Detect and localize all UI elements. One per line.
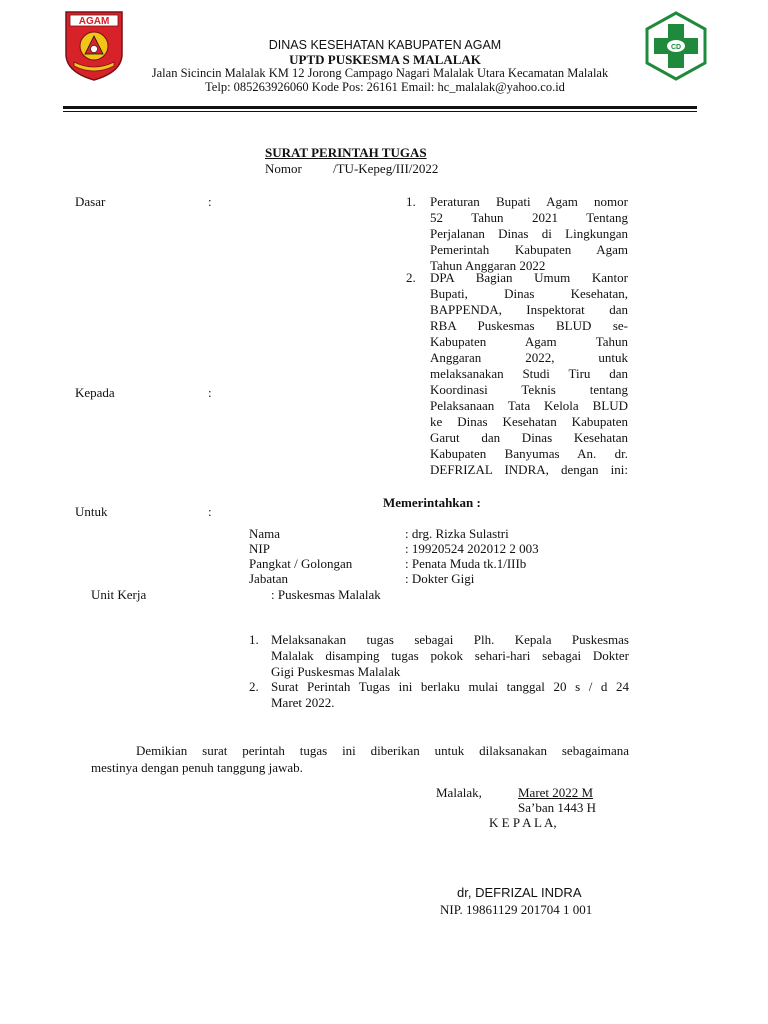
dasar-item-2-line: melaksanakan Studi Tiru dan: [430, 366, 628, 381]
kepada-label: Kepada: [75, 385, 115, 400]
dasar-item-2-line: Koordinasi Teknis tentang: [430, 382, 628, 397]
dasar-item-2-line: Kabupaten Agam Tahun: [430, 334, 628, 349]
dasar-item-2-line: Anggaran 2022, untuk: [430, 350, 628, 365]
dasar-item-1: [430, 194, 628, 274]
task-2-number: 2.: [249, 679, 259, 694]
task-1-number: 1.: [249, 632, 259, 647]
closing-line-2: mestinya dengan penuh tanggung jawab.: [91, 760, 303, 775]
signatory-name: dr, DEFRIZAL INDRA: [457, 885, 582, 900]
contact-info: Telp: 085263926060 Kode Pos: 26161 Email: hc_malalak@yahoo.co.id: [205, 80, 565, 94]
closing-line-1: Demikian surat perintah tugas ini diberikan untuk dilaksanakan sebagaimana: [136, 743, 629, 758]
dasar-item-2-line: Garut dan Dinas Kesehatan: [430, 430, 628, 445]
dasar-item-2-line: ke Dinas Kesehatan Kabupaten: [430, 414, 628, 429]
agency-name: DINAS KESEHATAN KABUPATEN AGAM: [268, 38, 502, 52]
logo-right-text: CD: [670, 44, 682, 51]
task-1-line: Malalak disamping tugas pokok sehari-hari sebagai Dokter: [271, 648, 629, 663]
signature-date-hijri: Sa’ban 1443 H: [518, 800, 596, 815]
header-rule-thin: [63, 111, 697, 112]
dasar-label: Dasar: [75, 194, 106, 209]
dasar-item-2-line: BAPPENDA, Inspektorat dan: [430, 302, 628, 317]
header-rule-thick: [63, 106, 697, 109]
unit-kerja-value: : Puskesmas Malalak: [271, 587, 381, 602]
nip-value: : 19920524 202012 2 003: [405, 541, 539, 556]
memerintahkan-heading: Memerintahkan :: [383, 495, 481, 510]
pangkat-label: Pangkat / Golongan: [249, 556, 353, 571]
dasar-item-2-line: Kabupaten Banyumas An. dr.: [430, 446, 628, 461]
signature-date-masehi: Maret 2022 M: [518, 785, 594, 800]
untuk-label: Untuk: [75, 504, 108, 519]
dasar-item-1-line: Perjalanan Dinas di Lingkungan: [430, 226, 628, 241]
jabatan-value: : Dokter Gigi: [405, 571, 475, 586]
dasar-item-2-line: Pelaksanaan Tata Kelola BLUD: [430, 398, 628, 413]
signatory-nip: NIP. 19861129 201704 1 001: [440, 902, 593, 917]
task-2-line: Surat Perintah Tugas ini berlaku mulai tanggal 20 s / d 24: [271, 679, 629, 694]
unit-name: UPTD PUSKESMA S MALALAK: [289, 52, 481, 67]
task-2-line: Maret 2022.: [271, 695, 335, 710]
untuk-colon: :: [208, 504, 212, 519]
unit-kerja-label: Unit Kerja: [91, 587, 147, 602]
nomor-value: /TU-Kepeg/III/2022: [333, 161, 439, 176]
task-1-line: Gigi Puskesmas Malalak: [271, 664, 401, 679]
pangkat-value: : Penata Muda tk.1/IIIb: [405, 556, 527, 571]
nama-value: : drg. Rizka Sulastri: [405, 526, 509, 541]
nip-label: NIP: [249, 541, 270, 556]
logo-left-text: AGAM: [78, 16, 110, 27]
jabatan-label: Jabatan: [249, 571, 288, 586]
nomor-label: Nomor: [265, 161, 302, 176]
dasar-item-1-line: Peraturan Bupati Agam nomor: [430, 194, 628, 209]
dasar-item-2: [430, 270, 628, 478]
nama-label: Nama: [249, 526, 281, 541]
signature-place: Malalak,: [436, 785, 482, 800]
puskesmas-logo: [642, 10, 710, 82]
task-2: [271, 679, 629, 711]
dasar-item-2-line: DEFRIZAL INDRA, dengan ini:: [430, 462, 628, 477]
address: Jalan Sicincin Malalak KM 12 Jorong Campago Nagari Malalak Utara Kecamatan Malalak: [151, 66, 609, 80]
dasar-item-1-line: 52 Tahun 2021 Tentang: [430, 210, 628, 225]
dasar-item-2-line: DPA Bagian Umum Kantor: [430, 270, 628, 285]
dasar-item-2-number: 2.: [406, 270, 416, 285]
dasar-item-2-line: Bupati, Dinas Kesehatan,: [430, 286, 628, 301]
dasar-item-2-line: RBA Puskesmas BLUD se-: [430, 318, 628, 333]
letter-title: SURAT PERINTAH TUGAS: [265, 145, 427, 160]
dasar-item-1-number: 1.: [406, 194, 416, 209]
signature-title: K E P A L A,: [489, 815, 557, 830]
task-1-line: Melaksanakan tugas sebagai Plh. Kepala Puskesmas: [271, 632, 629, 647]
dasar-item-1-line: Pemerintah Kabupaten Agam: [430, 242, 628, 257]
kepada-colon: :: [208, 385, 212, 400]
dasar-item-1-line: Tahun Anggaran 2022: [430, 258, 546, 273]
dasar-colon: :: [208, 194, 212, 209]
closing-paragraph: [136, 743, 629, 759]
task-1: [271, 632, 629, 680]
